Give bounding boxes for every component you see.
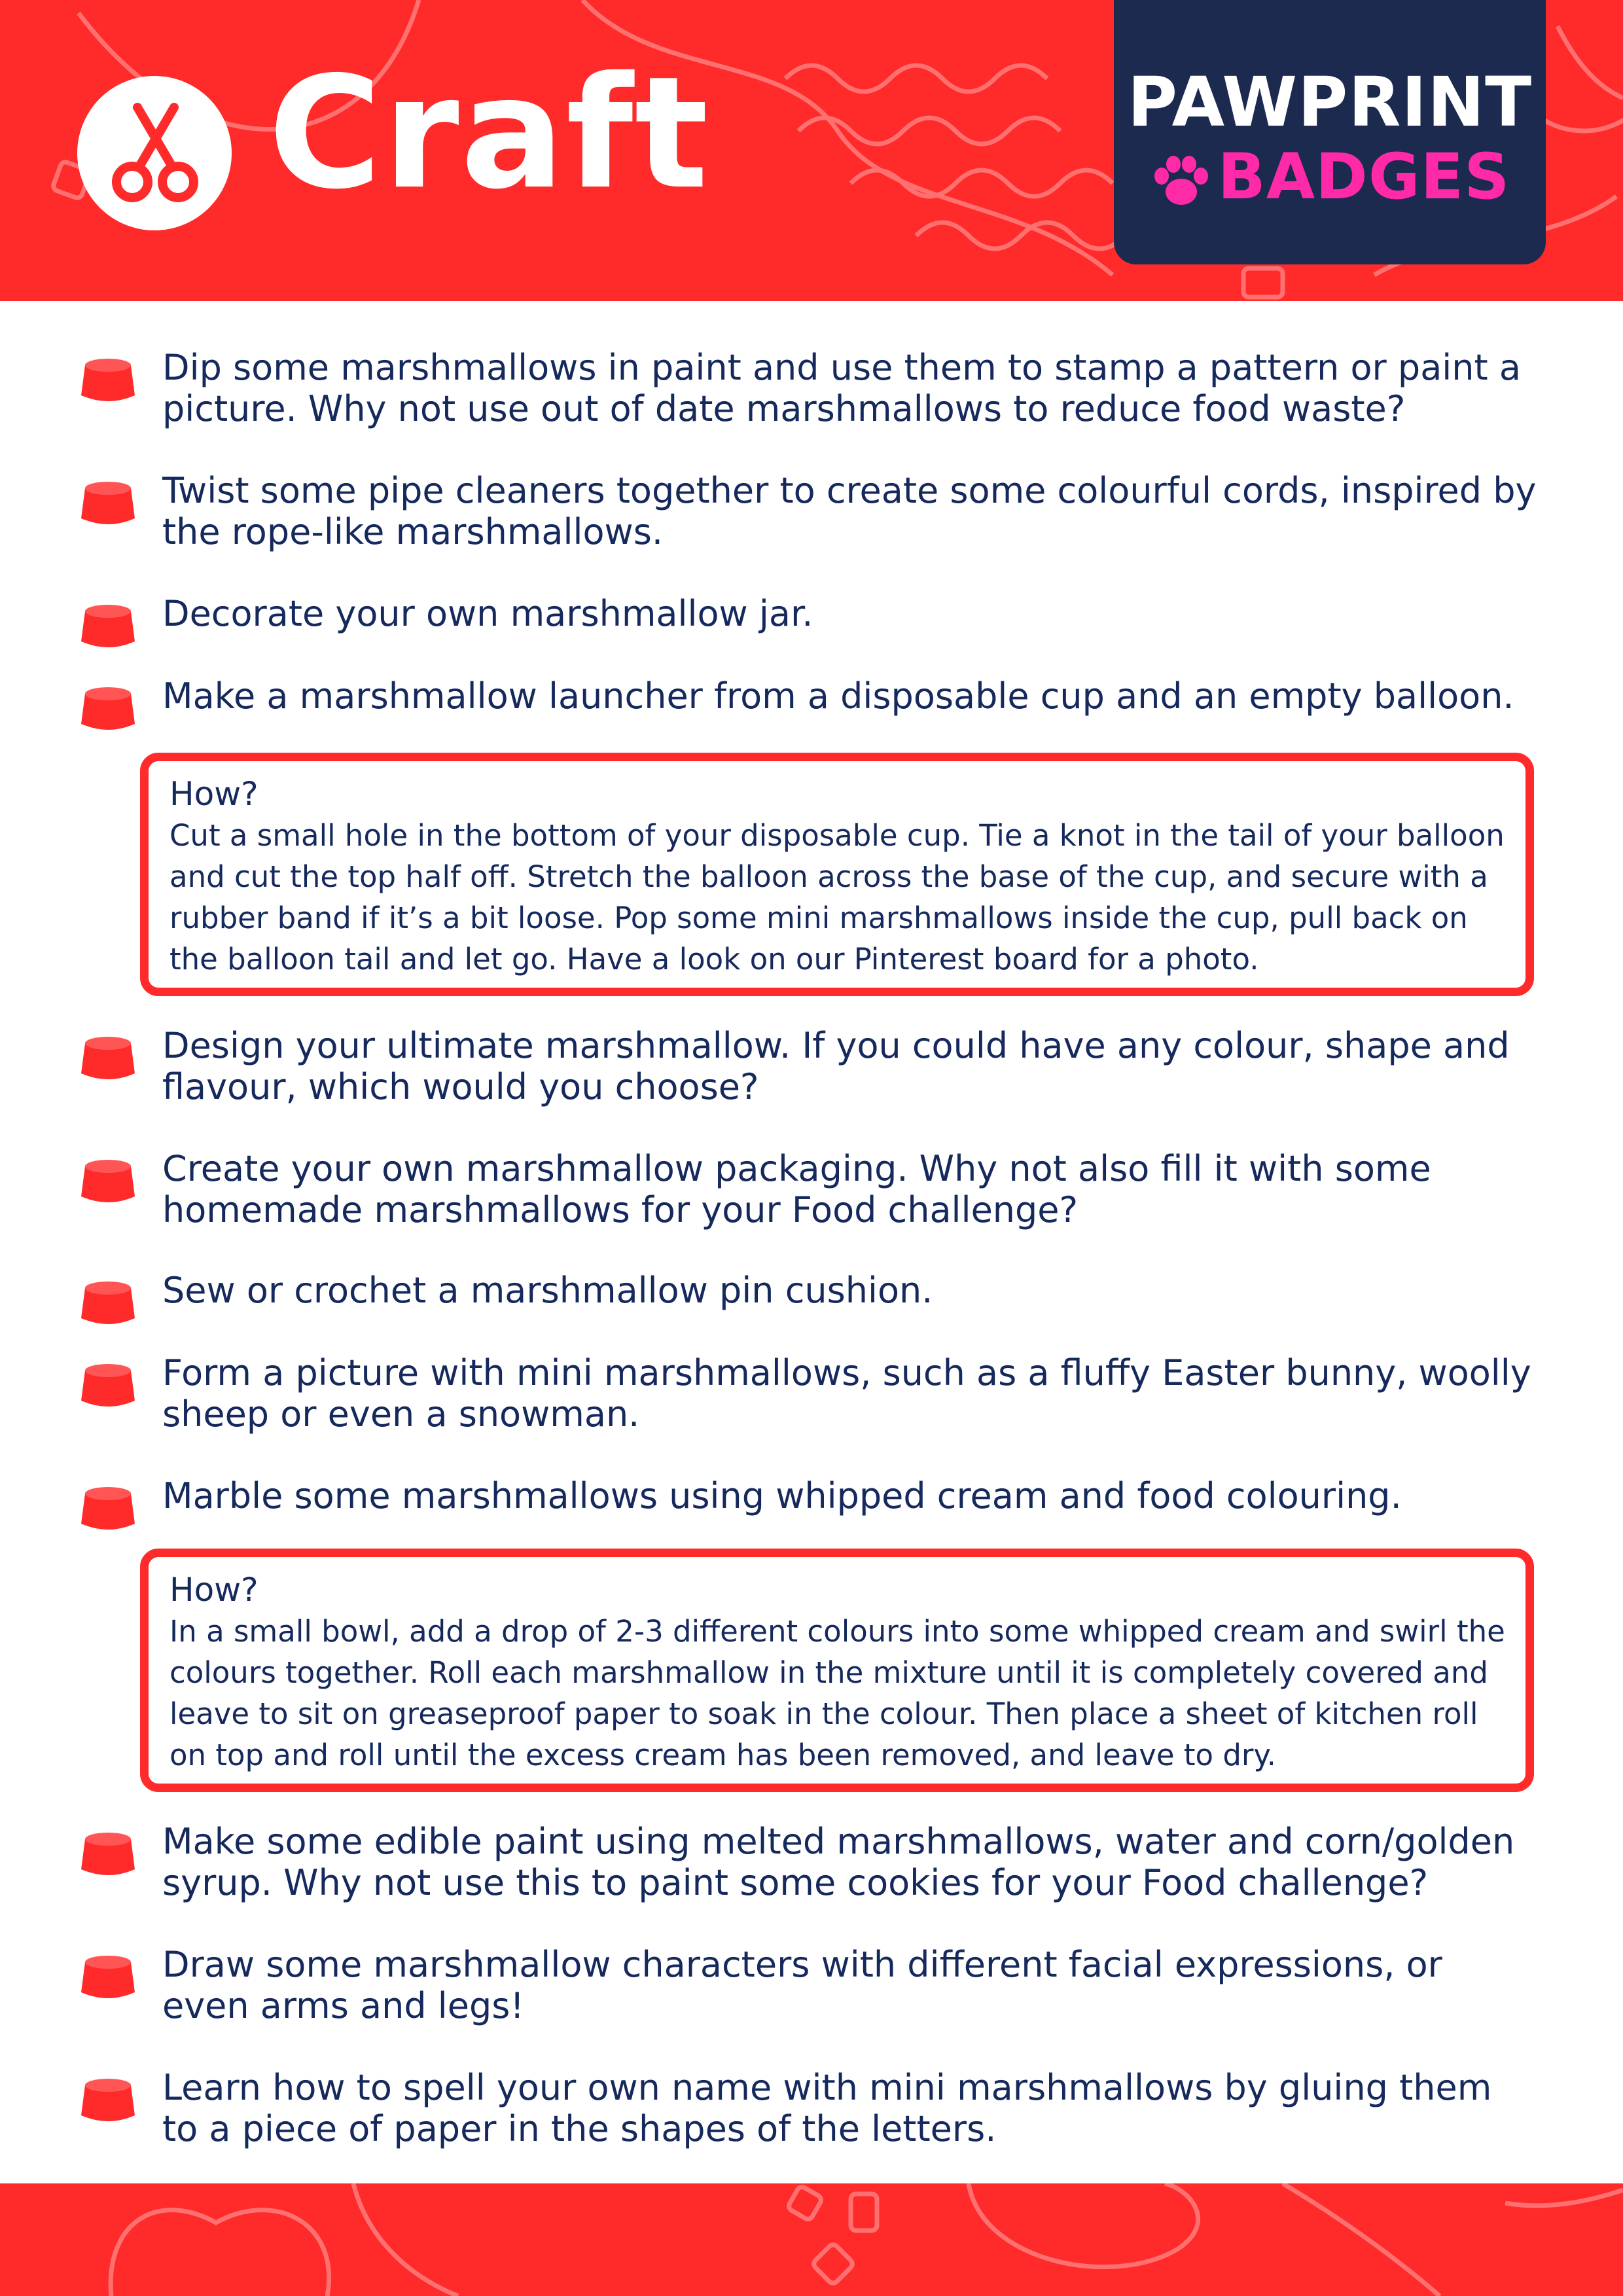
how-to-title: How?	[169, 1571, 259, 1609]
list-item-text: Draw some marshmallow characters with different facial expressions, or even arms and legs!	[162, 1944, 1442, 2026]
marshmallow-bullet-icon	[79, 1359, 137, 1411]
marshmallow-bullet-icon	[79, 1950, 137, 2003]
scissors-icon	[77, 76, 232, 230]
how-to-text: In a small bowl, add a drop of 2-3 different colours into some whipped cream and swirl the colours together. Roll each marshmallow in the mixture until it is completely covered and leave to sit on greaseproof paper to soak in the colour. Then place a sheet of kitchen roll on top and roll until the excess cream has been removed, and leave to dry.	[169, 1614, 1505, 1772]
scissors-icon-circle	[77, 76, 232, 230]
list-item-text: Create your own marshmallow packaging. Why not also fill it with some homemade marshmallows for your Food challenge?	[162, 1148, 1431, 1230]
marshmallow-bullet-icon	[79, 1276, 137, 1329]
paw-icon	[1150, 154, 1213, 209]
logo-wordmark-top: PAWPRINT	[1127, 62, 1533, 142]
marshmallow-bullet-icon	[79, 682, 137, 734]
marshmallow-bullet-icon	[79, 353, 137, 406]
page-title: Craft	[268, 43, 710, 223]
how-to-text: Cut a small hole in the bottom of your disposable cup. Tie a knot in the tail of your balloon and cut the top half off. Stretch the balloon across the base of the cup, and secure with a rubber band if it’s a bit loose. Pop some mini marshmallows inside the cup, pull back on the balloon tail and let go. Have a look on our Pinterest board for a photo.	[169, 818, 1505, 977]
marshmallow-bullet-icon	[79, 1482, 137, 1534]
list-item-text: Twist some pipe cleaners together to create some colourful cords, inspired by the rope-like marshmallows.	[162, 470, 1537, 552]
marshmallow-bullet-icon	[79, 1155, 137, 1207]
pawprint-badges-logo	[1114, 0, 1546, 264]
how-to-title: How?	[169, 775, 259, 813]
header-banner	[0, 0, 1623, 301]
logo-wordmark-badges: BADGES	[1217, 140, 1510, 213]
list-item-text: Design your ultimate marshmallow. If you could have any colour, shape and flavour, which would you choose?	[162, 1025, 1510, 1107]
list-item-text: Make a marshmallow launcher from a disposable cup and an empty balloon.	[162, 675, 1514, 717]
list-item-text: Sew or crochet a marshmallow pin cushion.	[162, 1270, 933, 1311]
marshmallow-bullet-icon	[79, 476, 137, 529]
logo-wordmark-bottom	[1114, 140, 1546, 213]
decorative-marshmallow-pattern	[0, 2183, 1623, 2296]
list-item-text: Decorate your own marshmallow jar.	[162, 593, 813, 634]
marshmallow-bullet-icon	[79, 1031, 137, 1084]
list-item-text: Make some edible paint using melted marshmallows, water and corn/golden syrup. Why not use this to paint some cookies for your Food challenge?	[162, 1821, 1515, 1903]
how-to-box	[140, 1549, 1534, 1792]
how-to-box	[140, 753, 1534, 996]
marshmallow-bullet-icon	[79, 1827, 137, 1880]
list-item-text: Marble some marshmallows using whipped cream and food colouring.	[162, 1475, 1402, 1516]
footer-banner	[0, 2183, 1623, 2296]
list-item-text: Form a picture with mini marshmallows, such as a fluffy Easter bunny, woolly sheep or even a snowman.	[162, 1352, 1531, 1435]
marshmallow-bullet-icon	[79, 2073, 137, 2126]
list-item-text: Learn how to spell your own name with mini marshmallows by gluing them to a piece of paper in the shapes of the letters.	[162, 2067, 1492, 2149]
marshmallow-bullet-icon	[79, 600, 137, 652]
list-item-text: Dip some marshmallows in paint and use them to stamp a pattern or paint a picture. Why not use out of date marshmallows to reduce food waste?	[162, 347, 1521, 429]
